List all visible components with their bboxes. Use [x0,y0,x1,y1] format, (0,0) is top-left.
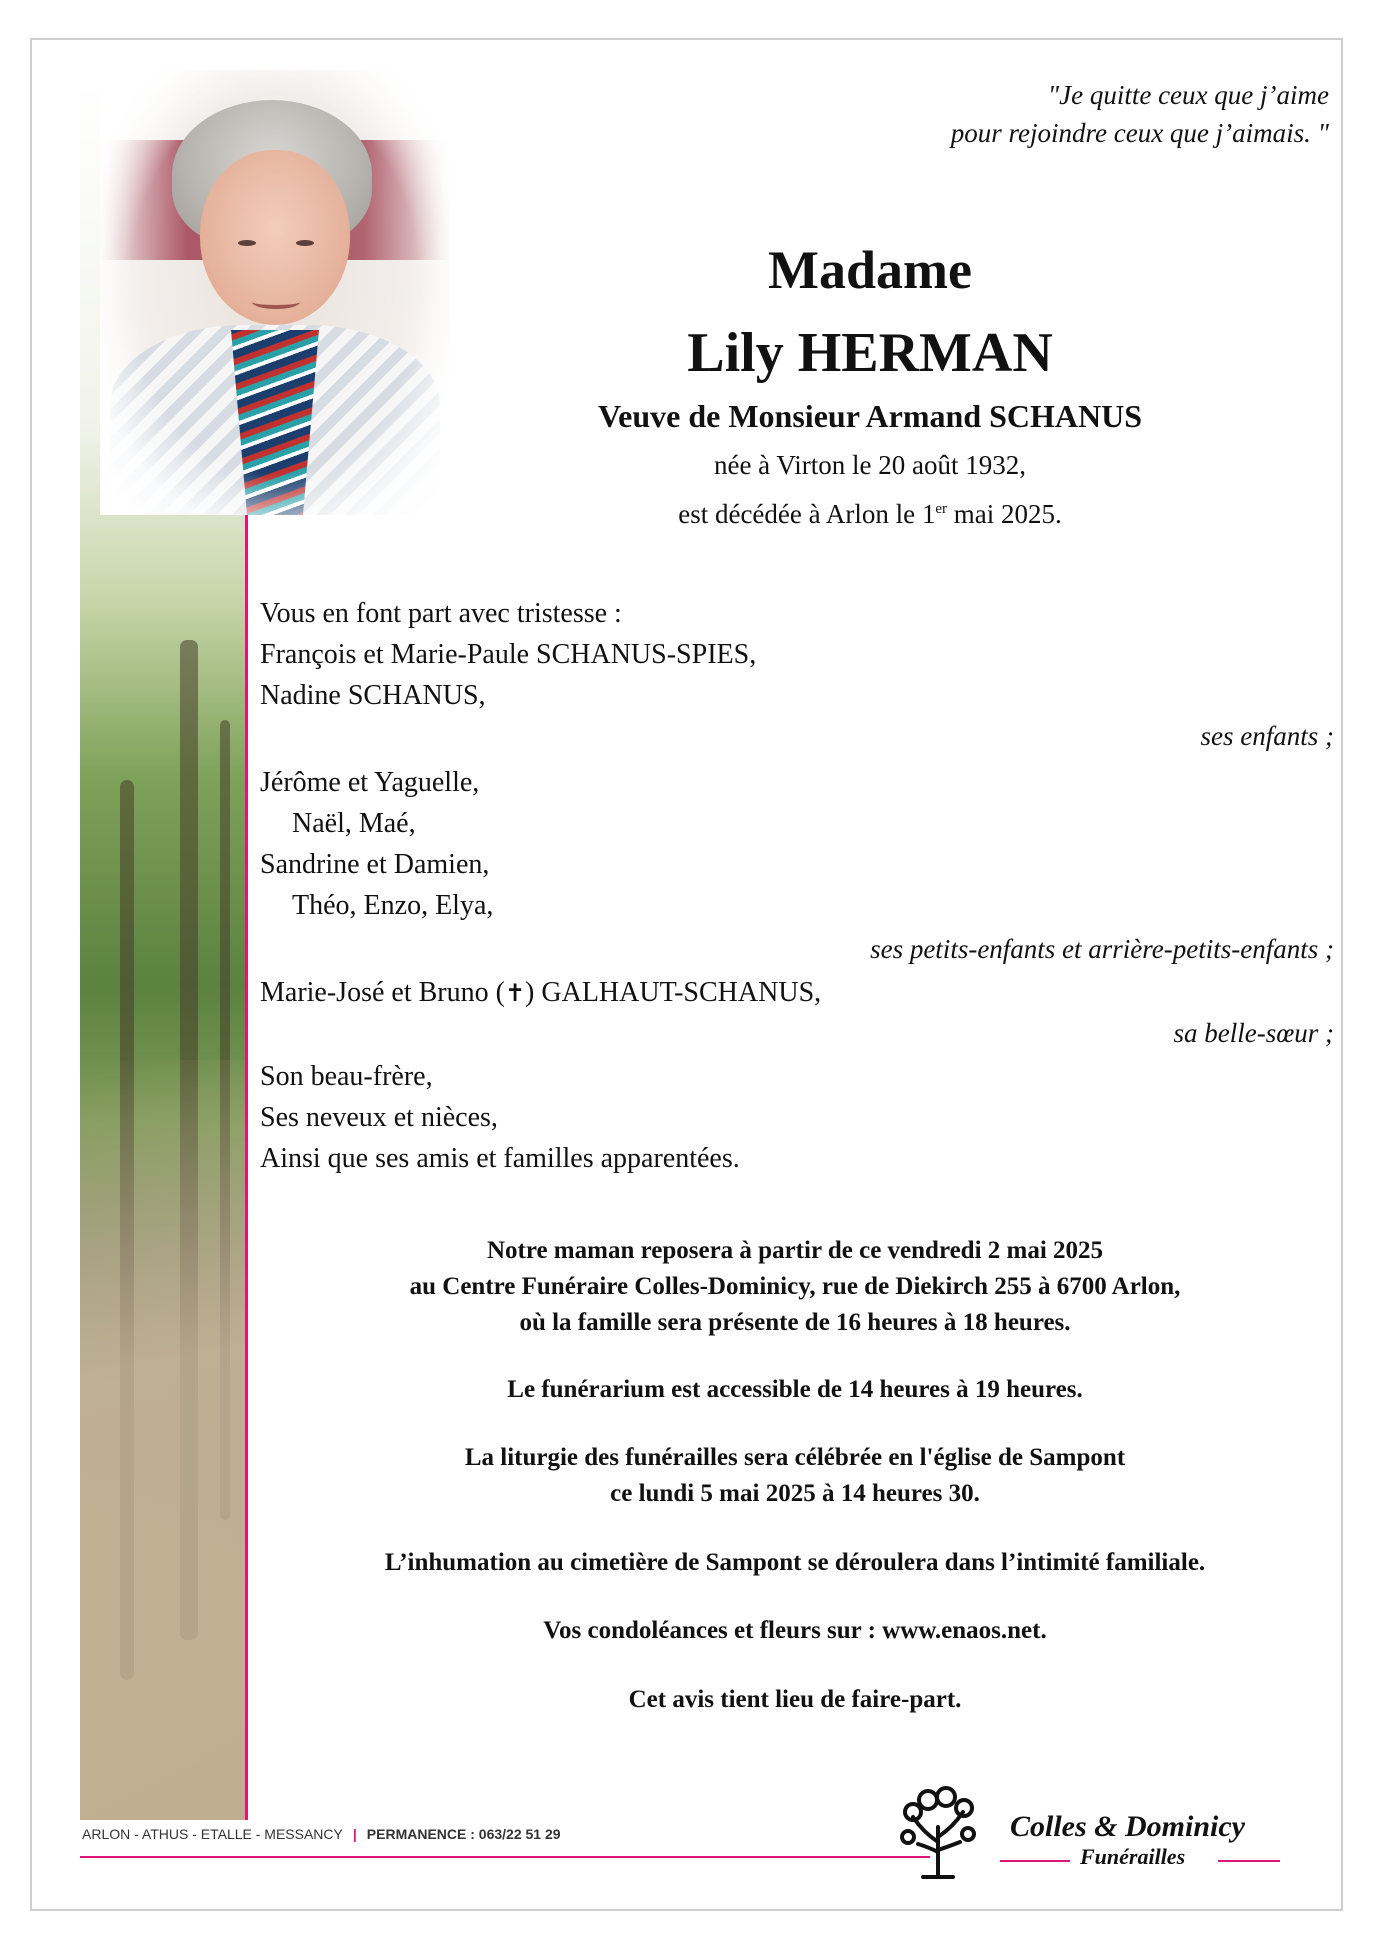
sister-in-law-block [260,972,1320,1014]
quote-line-1: "Je quitte ceux que j’aime [1047,80,1329,110]
liturgy-line: ce lundi 5 mai 2025 à 14 heures 30. [610,1480,980,1507]
sister-in-law-relation: sa belle-sœur ; [1173,1018,1334,1048]
condolences-info: Vos condoléances et fleurs sur : www.enaos.net. [543,1617,1047,1644]
others-block [260,1056,1320,1179]
widow-of: Veuve de Monsieur Armand SCHANUS [597,398,1143,434]
birth-line: née à Virton le 20 août 1932, [713,450,1027,480]
footer-separator: | [352,1826,357,1842]
viewing-info [290,1233,1300,1341]
children-relation: ses enfants ; [1200,721,1334,751]
liturgy-info [290,1440,1300,1512]
viewing-line: où la famille sera présente de 16 heures à 18 heures. [519,1309,1071,1336]
brand-subtitle: Funérailles [1080,1844,1186,1869]
honorific: Madame [768,240,972,300]
grandchild-line: Sandrine et Damien, [260,849,490,880]
funerarium-hours: Le funérarium est accessible de 14 heures à 19 heures. [507,1376,1083,1403]
brand-name: Colles & Dominicy [1010,1810,1245,1843]
brand-rule-right [1218,1860,1280,1862]
epitaph-quote [729,76,1329,152]
family-intro-block [260,593,1320,716]
footer-contact [82,1826,561,1842]
other-relative-line: Ses neveux et nièces, [260,1102,498,1133]
viewing-line: Notre maman reposera à partir de ce vendredi 2 mai 2025 [486,1237,1104,1264]
grandchild-line: Théo, Enzo, Elya, [292,890,494,921]
grandchildren-block [260,762,1320,926]
sister-in-law-line: Marie-José et Bruno (✝) GALHAUT-SCHANUS, [260,977,822,1008]
footer-permanence: PERMANENCE : 063/22 51 29 [366,1826,561,1842]
quote-line-2: pour rejoindre ceux que j’aimais. " [950,118,1329,148]
grandchildren-relation: ses petits-enfants et arrière-petits-enfants ; [870,934,1334,964]
viewing-line: au Centre Funéraire Colles-Dominicy, rue de Diekirch 255 à 6700 Arlon, [409,1273,1181,1300]
child-line: François et Marie-Paule SCHANUS-SPIES, [260,639,757,670]
death-line: est décédée à Arlon le 1er mai 2025. [678,499,1062,529]
other-relative-line: Son beau-frère, [260,1061,433,1092]
cross-icon: ✝ [504,979,526,1007]
grandchild-line: Jérôme et Yaguelle, [260,767,480,798]
family-intro: Vous en font part avec tristesse : [260,598,622,629]
portrait-photo [100,70,450,515]
notice-info: Cet avis tient lieu de faire-part. [628,1686,962,1713]
footer-rule [80,1856,930,1858]
burial-info: L’inhumation au cimetière de Sampont se déroulera dans l’intimité familiale. [384,1549,1206,1576]
grandchild-line: Naël, Maé, [292,808,416,839]
tree-logo-icon [888,1782,988,1882]
brand-rule-left [1000,1860,1070,1862]
footer-locations: ARLON - ATHUS - ETALLE - MESSANCY [82,1826,343,1842]
liturgy-line: La liturgie des funérailles sera célébrée en l'église de Sampont [464,1444,1126,1471]
other-relative-line: Ainsi que ses amis et familles apparentées. [260,1143,740,1174]
child-line: Nadine SCHANUS, [260,680,486,711]
deceased-name: Lily HERMAN [687,322,1053,384]
